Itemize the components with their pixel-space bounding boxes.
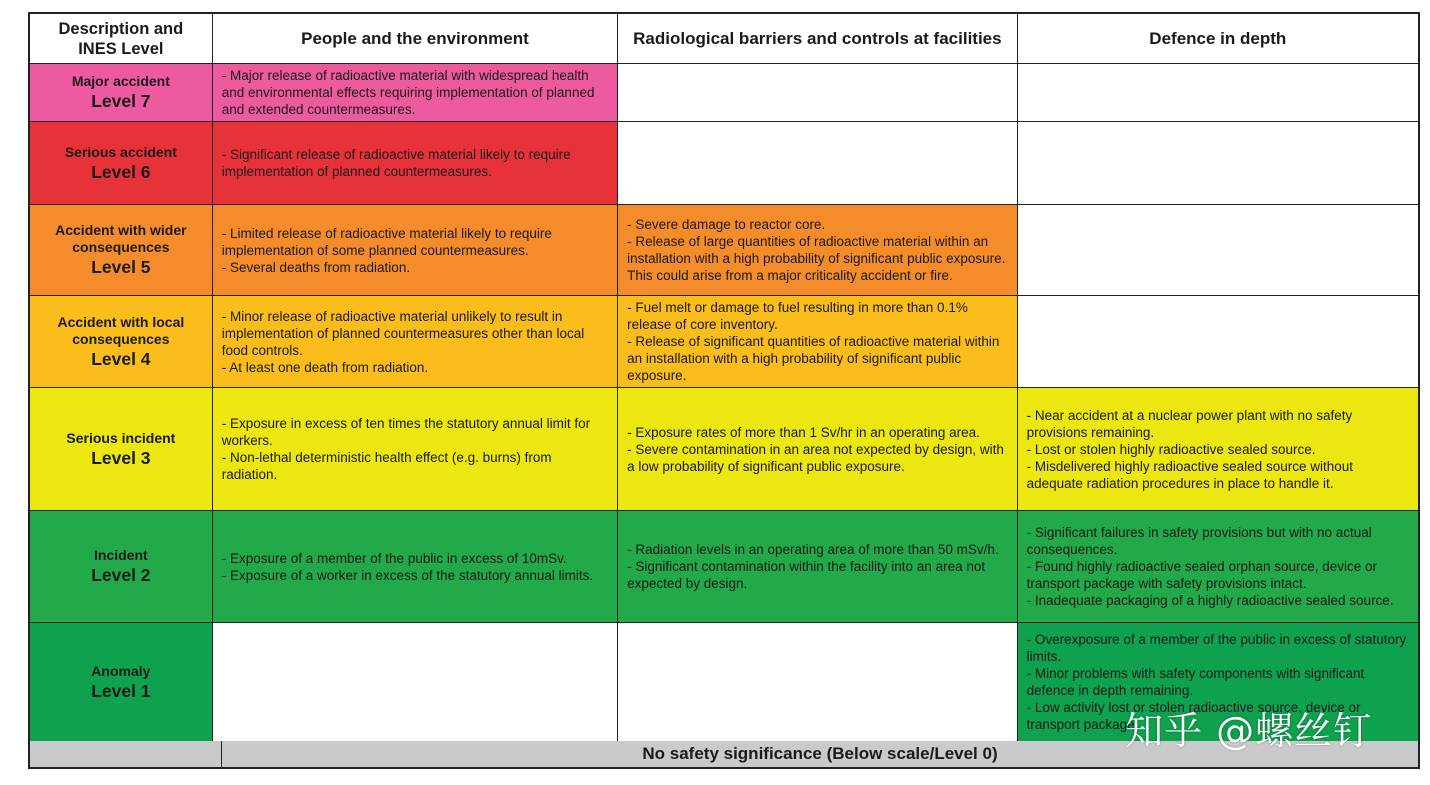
people-environment-cell: - Exposure in excess of ten times the statutory annual limit for workers. - Non-lethal deterministic health effect (e.g. burns) from radiation. [213, 388, 618, 510]
level-description: Incident [94, 547, 148, 563]
radiological-barriers-cell [618, 122, 1017, 204]
level-cell [30, 64, 213, 121]
level-cell [30, 296, 213, 387]
radiological-barriers-cell: - Radiation levels in an operating area of more than 50 mSv/h. - Significant contamination within the facility into an area not expected by design. [618, 511, 1017, 622]
radiological-barriers-cell: - Severe damage to reactor core. - Release of large quantities of radioactive material within an installation with a high probability of significant public exposure. This could arise from a major criticality accident or fire. [618, 205, 1017, 295]
level-number: Level 4 [91, 348, 151, 369]
people-environment-cell: - Limited release of radioactive material likely to require implementation of some planned countermeasures. - Several deaths from radiation. [213, 205, 618, 295]
people-environment-cell: - Major release of radioactive material with widespread health and environmental effects requiring implementation of planned and extended countermeasures. [213, 64, 618, 121]
level-description: Major accident [71, 73, 170, 89]
defence-in-depth-cell [1018, 122, 1418, 204]
below-scale-label: No safety significance (Below scale/Level 0) [222, 741, 1418, 767]
defence-in-depth-cell: - Overexposure of a member of the public in excess of statutory limits. - Minor problems with safety components with significant defence in depth remaining. - Low activity lost or stolen radioactive source, device or transport package. [1018, 623, 1418, 741]
people-environment-cell: - Minor release of radioactive material unlikely to result in implementation of planned countermeasures other than local food controls. - At least one death from radiation. [213, 296, 618, 387]
level-number: Level 3 [91, 447, 151, 468]
level-row [30, 296, 1418, 388]
level-description: Accident with local consequences [57, 313, 185, 347]
radiological-barriers-cell [618, 64, 1017, 121]
level-row [30, 64, 1418, 122]
level-row [30, 511, 1418, 623]
level-cell [30, 205, 213, 295]
level-number: Level 2 [91, 565, 151, 585]
level-description: Anomaly [91, 662, 151, 679]
radiological-barriers-cell: - Exposure rates of more than 1 Sv/hr in an operating area. - Severe contamination in an area not expected by design, with a low probability of significant public exposure. [618, 388, 1017, 510]
level-number: Level 6 [91, 161, 151, 182]
level-number: Level 5 [91, 257, 151, 277]
defence-in-depth-cell: - Significant failures in safety provisions but with no actual consequences. - Found highly radioactive sealed orphan source, device or transport package with safety provisions intact. - Inadequate packaging of a highly radioactive sealed source. [1018, 511, 1418, 622]
defence-in-depth-cell [1018, 205, 1418, 295]
footer-spacer [30, 741, 222, 767]
people-environment-cell [213, 623, 618, 741]
level-description: Serious accident [64, 143, 177, 160]
defence-in-depth-cell [1018, 64, 1418, 121]
radiological-barriers-cell [618, 623, 1017, 741]
level-cell [30, 511, 213, 622]
level-description: Accident with wider consequences [55, 222, 187, 255]
people-environment-cell: - Exposure of a member of the public in excess of 10mSv. - Exposure of a worker in excess of the statutory annual limits. [213, 511, 618, 622]
level-row [30, 205, 1418, 296]
people-environment-cell: - Significant release of radioactive material likely to require implementation of planned countermeasures. [213, 122, 618, 204]
level-cell [30, 122, 213, 204]
header-defence-in-depth: Defence in depth [1018, 14, 1418, 63]
level-description: Serious incident [66, 429, 176, 446]
watermark: 知乎 @螺丝钉 [1125, 709, 1373, 753]
header-description-level: Description and INES Level [30, 14, 213, 63]
ines-scale-table [28, 12, 1420, 769]
radiological-barriers-cell: - Fuel melt or damage to fuel resulting in more than 0.1% release of core inventory. - Release of significant quantities of radioactive material within an installation with a high probability of significant public exposure. [618, 296, 1017, 387]
level-cell [30, 623, 213, 741]
level-number: Level 7 [91, 91, 151, 111]
level-row [30, 122, 1418, 205]
level-cell [30, 388, 213, 510]
level-row [30, 388, 1418, 511]
level-number: Level 1 [91, 680, 151, 701]
defence-in-depth-cell: - Near accident at a nuclear power plant with no safety provisions remaining. - Lost or stolen highly radioactive sealed source. - Misdelivered highly radioactive sealed source without adequate radiation procedures in place to handle it. [1018, 388, 1418, 510]
header-row [30, 14, 1418, 64]
header-people-environment: People and the environment [213, 14, 618, 63]
defence-in-depth-cell [1018, 296, 1418, 387]
header-radiological-barriers: Radiological barriers and controls at facilities [618, 14, 1017, 63]
